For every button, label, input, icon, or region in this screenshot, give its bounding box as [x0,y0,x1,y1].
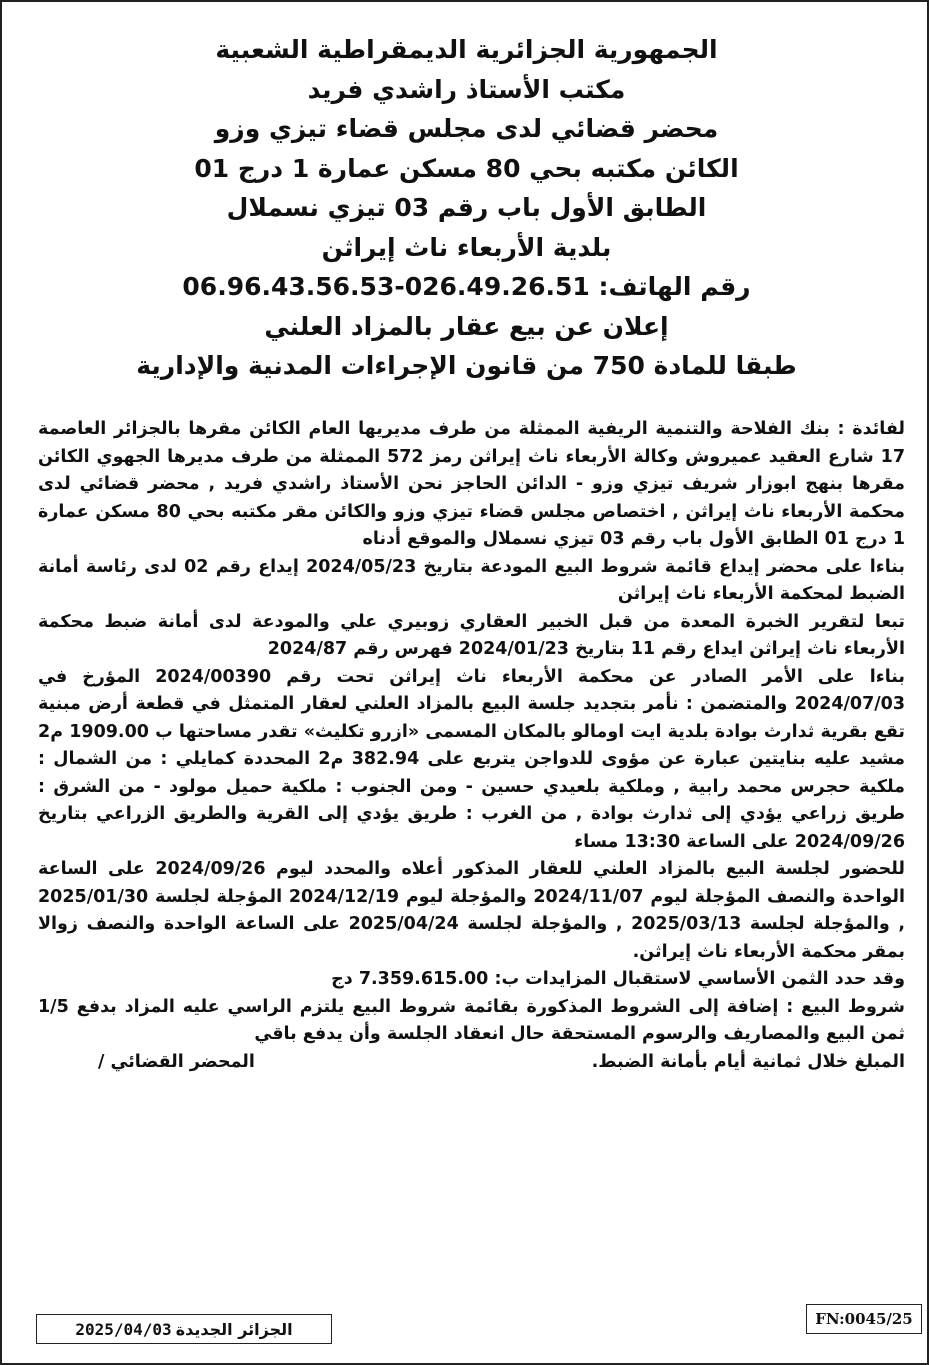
document-header [32,30,901,386]
paragraph-court-order: بناءا على الأمر الصادر عن محكمة الأربعاء ناث إيراثن تحت رقم 2024/00390 المؤرخ في 2024/07/03 والمتضمن : نأمر بتجديد جلسة البيع بالمزاد العلني لعقار المتمثل في قطعة أرض مبنية تقع بقرية ثدارث بوادة بلدية ايت اومالو بالمكان المسمى «ازرو تكليث» تقدر مساحتها ب 1909.00 م2 مشيد عليه بنايتين عبارة عن مؤوى للدواجن يتربع على 382.94 م2 المحددة كمايلي : من الشمال : ملكية حجرس محمد رابية , وملكية بلعيدي حسين - ومن الجنوب : ملكية حميل مولود - من الشرق : طريق زراعي يؤدي إلى ثدارث بوادة , من الغرب : طريق يؤدي إلى القرية والطريق الزراعي بتاريخ 2024/09/26 على الساعة 13:30 مساء [38,666,906,852]
paragraph-beneficiary: لفائدة : بنك الفلاحة والتنمية الريفية الممثلة من طرف مديريها العام الكائن مقرها بالجزائر العاصمة 17 شارع العقيد عميروش وكالة الأربعاء ناث إيراثن رمز 572 الممثلة من طرف مديرها الجهوي الكائن مقرها بنهج ابوزار شريف تيزي وزو - الدائن الحاجز نحن الأستاذ راشدي فريد , محضر قضائي لدى محكمة الأربعاء ناث إيراثن , اختصاص مجلس قضاء تيزي وزو والكائن مقر مكتبه بحي 80 مسكن عمارة 1 درج 01 الطابق الأول باب رقم 03 تيزي نسملال والموقع أدناه [38,419,905,549]
reference-box [806,1304,922,1334]
header-line-phone: رقم الهاتف: 026.49.26.51-06.96.43.56.53 [182,272,751,301]
header-line-municipality: بلدية الأربعاء ناث إيراثن [321,232,612,262]
closing-text: المبلغ خلال ثمانية أيام بأمانة الضبط. [591,1051,905,1072]
reference-number: FN:0045/25 [815,1310,913,1328]
closing-line [38,1049,905,1077]
announcement-body [38,416,905,1076]
paragraph-base-price: وقد حدد الثمن الأساسي لاستقبال المزايدات ب: 7.359.615.00 دج [331,969,905,989]
header-line-address: الكائن مكتبه بحي 80 مسكن عمارة 1 درج 01 [194,153,739,183]
publication-box [36,1314,332,1344]
publication-name: الجزائر الجديدة [175,1319,293,1339]
publication-date: 2025/04/03 [75,1319,172,1339]
header-line-office: مكتب الأستاذ راشدي فريد [307,74,626,104]
header-line-country: الجمهورية الجزائرية الديمقراطية الشعبية [215,35,718,64]
paragraph-expert-report: تبعا لتقرير الخبرة المعدة من قبل الخبير العقاري زوبيري علي والمودعة لدى أمانة ضبط محكمة الأربعاء ناث إيراثن ايداع رقم 11 بتاريخ 2024/01/23 فهرس رقم 2024/87 [38,611,905,659]
paragraph-sale-conditions: شروط البيع : إضافة إلى الشروط المذكورة بقائمة شروط البيع يلتزم الراسي عليه المزاد بدفع 1/5 ثمن البيع والمصاريف والرسوم المستحقة حال انعقاد الجلسة وأن يدفع باقي [38,996,905,1044]
header-line-legal-basis: طبقا للمادة 750 من قانون الإجراءات المدنية والإدارية [136,351,797,380]
paragraph-deposit: بناءا على محضر إيداع قائمة شروط البيع المودعة بتاريخ 2024/05/23 إيداع رقم 02 لدى رئاسة أمانة الضبط لمحكمة الأربعاء ناث إيراثن [38,556,905,604]
paragraph-hearing-dates: للحضور لجلسة البيع بالمزاد العلني للعقار المذكور أعلاه والمحدد ليوم 2024/09/26 على الساعة الواحدة والنصف المؤجلة ليوم 2024/11/07 والمؤجلة ليوم 2024/12/19 المؤجلة لجلسة 2025/01/30 , والمؤجلة لجلسة 2025/03/13 , والمؤجلة لجلسة 2025/04/24 على الساعة الواحدة والنصف زوالا بمقر محكمة الأربعاء ناث إيراثن. [38,859,905,962]
header-line-floor: الطابق الأول باب رقم 03 تيزي نسملال [226,193,707,222]
header-line-announcement-title: إعلان عن بيع عقار بالمزاد العلني [264,311,669,341]
header-line-bailiff-title: محضر قضائي لدى مجلس قضاء تيزي وزو [214,114,719,143]
bailiff-signature: المحضر القضائي / [98,1051,255,1072]
